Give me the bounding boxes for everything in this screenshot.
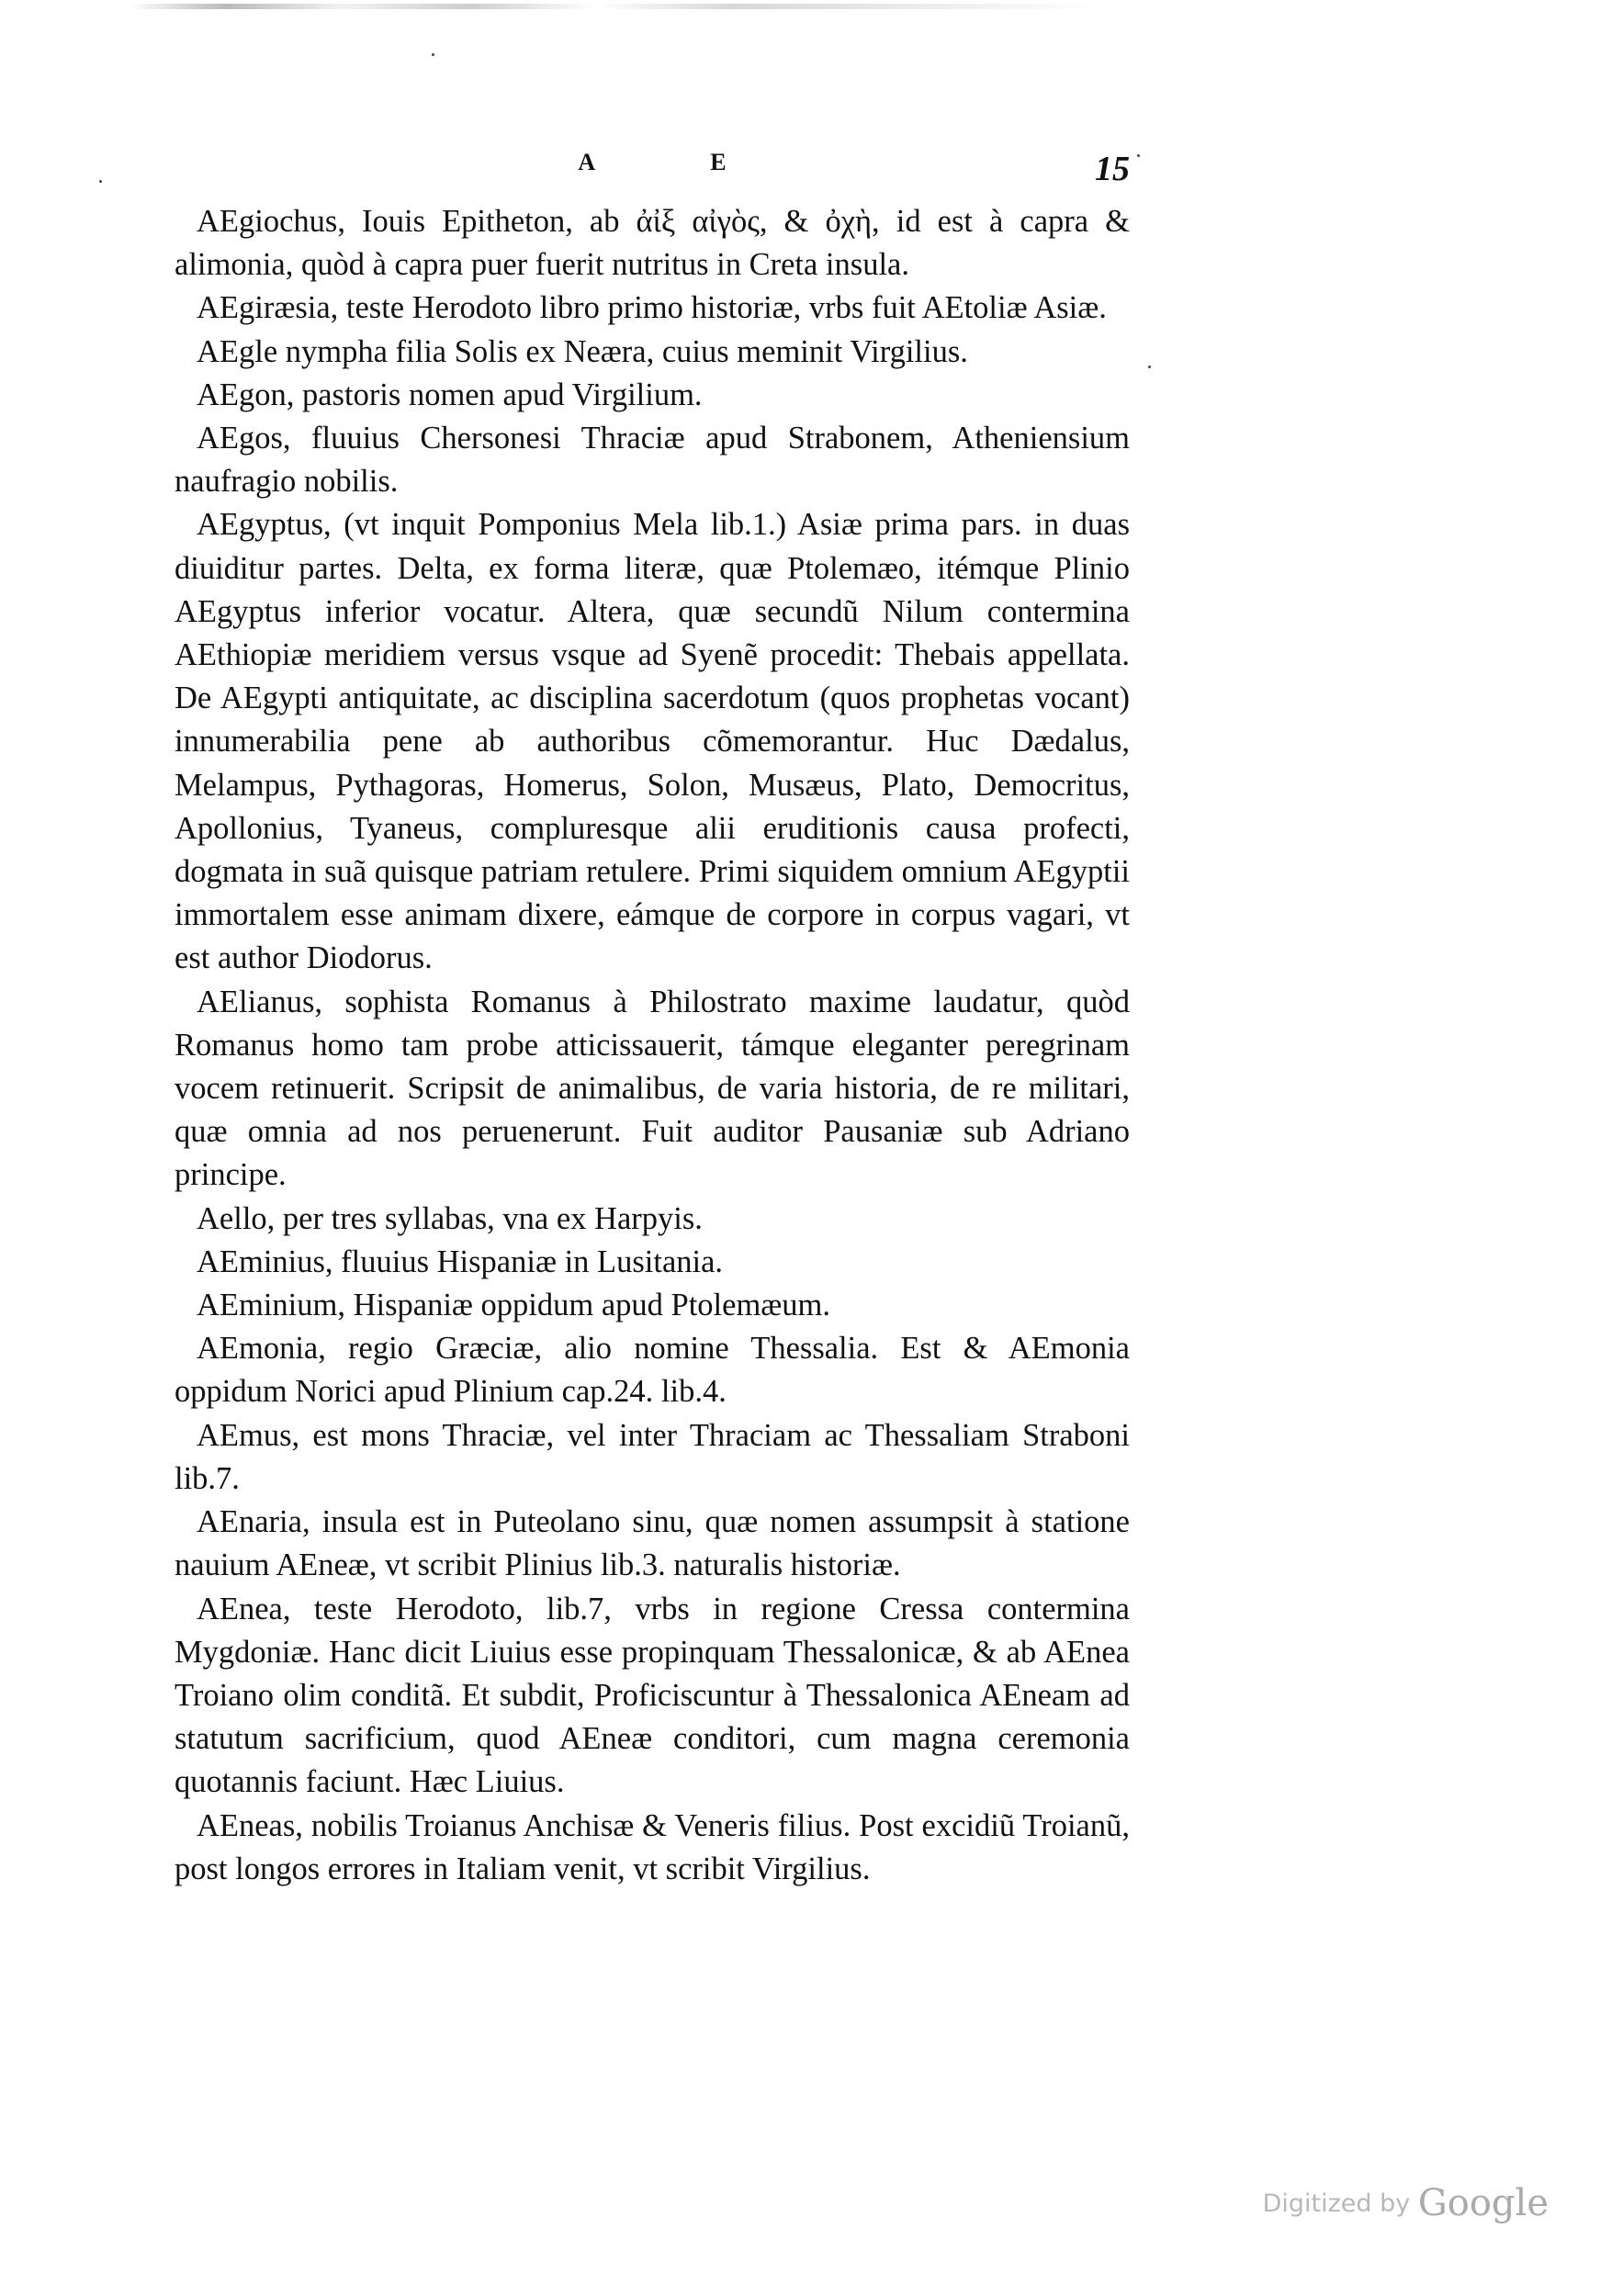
entry-aenea: AEnea, teste Herodoto, lib.7, vrbs in regione Cressa contermina Mygdoniæ. Hanc dicit Liuius esse propinquam Thessalonicæ, & ab AEnea Troiano olim conditã. Et subdit, Proficiscuntur à Thessalonica AEneam ad statutum sacrificium, quod AEneæ conditori, cum magna ceremonia quotannis faciunt. Hæc Liuius. [175,1591,1130,1800]
scan-edge-smudge [129,4,1102,9]
scan-speck [1137,154,1140,157]
entry-aeminium: AEminium, Hispaniæ oppidum apud Ptolemæum. [197,1288,830,1323]
entry-aegon: AEgon, pastoris nomen apud Virgilium. [197,377,703,412]
dictionary-text [175,200,1130,1891]
entry-aegiochus: AEgiochus, Iouis Epitheton, ab ἀἰξ αἰγὸς, & ὀχὴ, id est à capra & alimonia, quòd à capra puer fuerit nutritus in Creta insula. [175,204,1130,283]
entry-aelianus: AElianus, sophista Romanus à Philostrato maxime laudatur, quòd Romanus homo tam probe atticissauerit, támque eleganter peregrinam vocem retinuerit. Scripsit de animalibus, de varia historia, de re militari, quæ omnia ad nos peruenerunt. Fuit auditor Pausaniæ sub Adriano principe. [175,984,1130,1193]
digitized-watermark [1263,2182,1549,2224]
entry-aeminius: AEminius, fluuius Hispaniæ in Lusitania. [197,1244,724,1279]
entry-aeneas: AEneas, nobilis Troianus Anchisæ & Veneris filius. Post excidiũ Troianũ, post longos errores in Italiam venit, vt scribit Virgilius. [175,1807,1130,1886]
entry-aegos: AEgos, fluuius Chersonesi Thraciæ apud Strabonem, Atheniensium naufragio nobilis. [175,421,1130,500]
entry-aenaria: AEnaria, insula est in Puteolano sinu, quæ nomen assumpsit à statione nauium AEneæ, vt scribit Plinius lib.3. naturalis historiæ. [175,1504,1130,1583]
header-letters: A E [578,149,782,175]
running-header [175,149,1130,186]
scan-speck [432,53,434,56]
scan-speck [1148,366,1151,368]
entry-aegle: AEgle nympha filia Solis ex Neæra, cuius meminit Virgilius. [197,333,968,369]
entry-aegyptus: AEgyptus, (vt inquit Pomponius Mela lib.1.) Asiæ prima pars. in duas diuiditur partes. Delta, ex forma literæ, quæ Ptolemæo, itémque Plinio AEgyptus inferior vocatur. Altera, quæ secundũ Nilum contermina AEthiopiæ meridiem versus vsque ad Syenẽ procedit: Thebais appellata. De AEgypti antiquitate, ac disciplina sacerdotum (quos prophetas vocant) innumerabilia pene ab authoribus cõmemorantur. Huc Dædalus, Melampus, Pythagoras, Homerus, Solon, Musæus, Plato, Democritus, Apollonius, Tyaneus, compluresque alii eruditionis causa profecti, dogmata in suã quisque patriam retulere. Primi siquidem omnium AEgyptii immortalem esse animam dixere, eámque de corpore in corpus vagari, vt est author Diodorus. [175,507,1130,976]
entry-aemonia: AEmonia, regio Græciæ, alio nomine Thessalia. Est & AEmonia oppidum Norici apud Plinium cap.24. lib.4. [175,1331,1130,1410]
entry-aello: Aello, per tres syllabas, vna ex Harpyis. [197,1200,703,1236]
entry-aemus: AEmus, est mons Thraciæ, vel inter Thraciam ac Thessaliam Straboni lib.7. [175,1417,1130,1496]
entry-aegiraesia: AEgiræsia, teste Herodoto libro primo historiæ, vrbs fuit AEtoliæ Asiæ. [197,290,1107,326]
page-number: 15 [1095,150,1130,188]
scan-speck [99,180,102,183]
watermark-brand: Google [1417,2182,1549,2224]
watermark-prefix: Digitized by [1262,2189,1418,2218]
